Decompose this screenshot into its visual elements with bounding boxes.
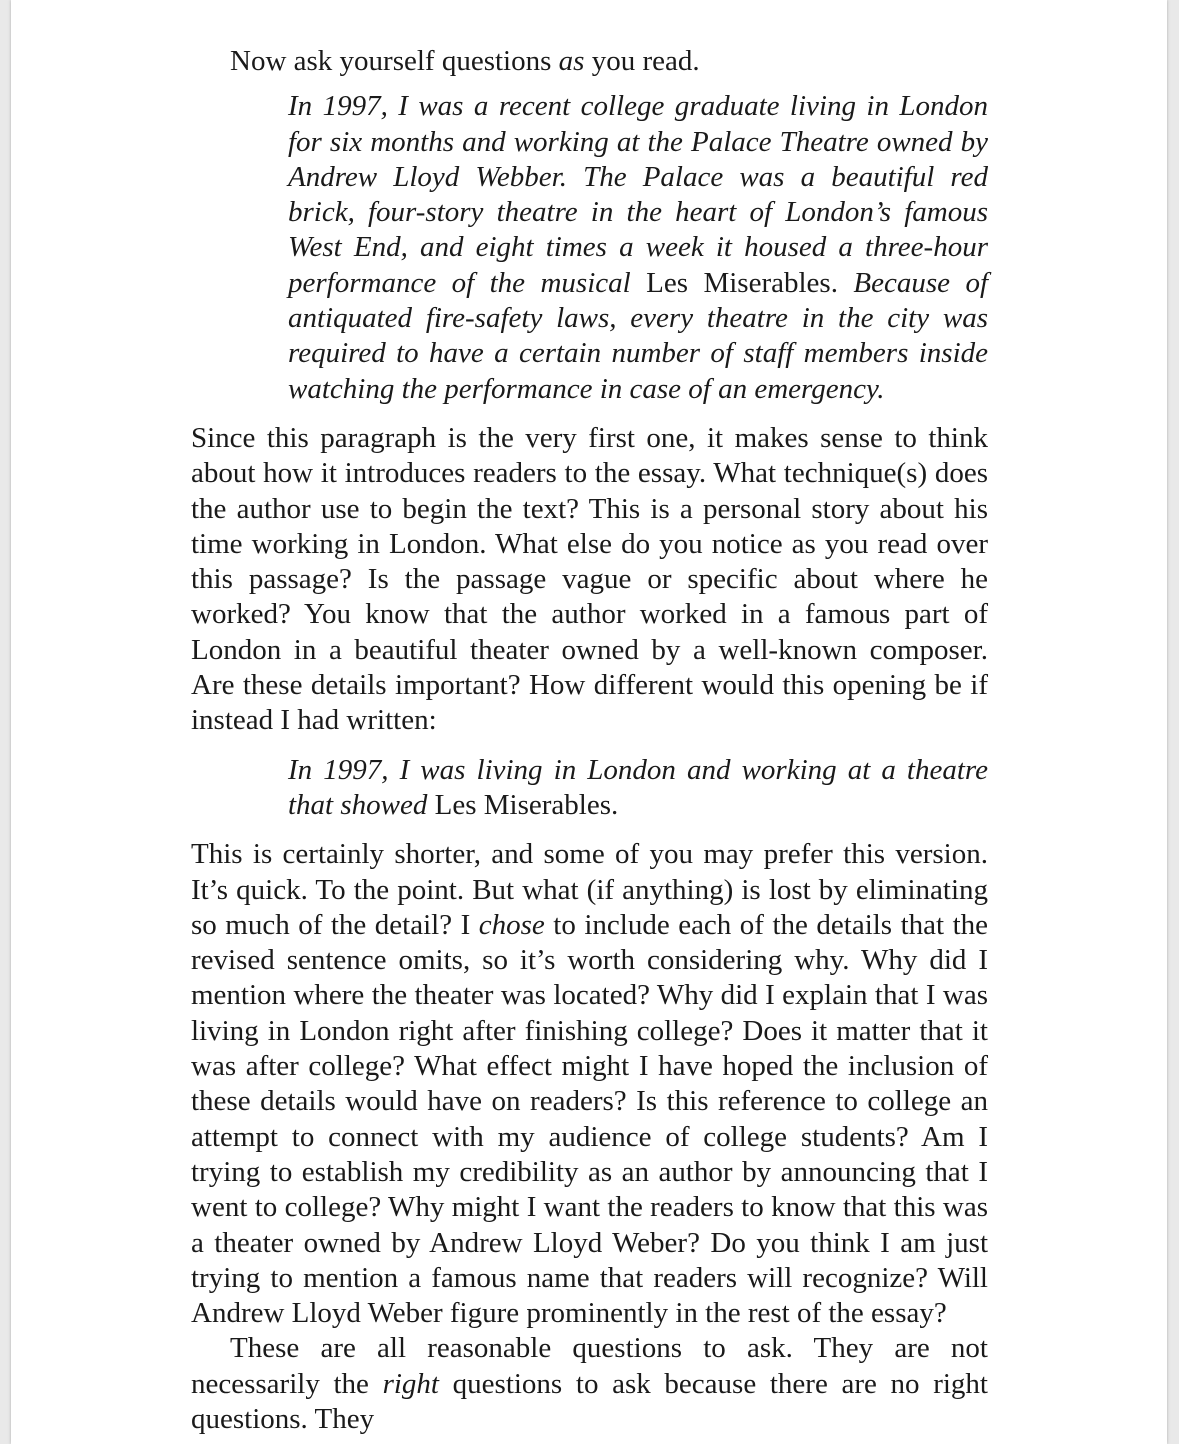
quote-title-les-miserables: Les Miserables. bbox=[630, 266, 854, 299]
paragraph-analysis: Since this paragraph is the very first one, it makes sense to think about how it introduces readers to the essay. What technique(s) does the author use to begin the text? This is a personal story about his time working in London. What else do you notice as you read over this passage? Is the passage vague or specific about where he worked? You know that the author worked in a famous part of London in a beautiful theater owned by a well-known composer. Are these details important? How different would this opening be if instead I had written: bbox=[191, 421, 988, 737]
page-body-text bbox=[191, 44, 988, 1437]
quote-text: In 1997, I was a recent college graduate living in London for six months and working at the Palace Theatre owned by Andrew Lloyd Webber. The Palace was a beautiful red brick, four-story theatre in the heart of London’s famous West End, and eight times a week it housed a three-hour performance of the musical bbox=[288, 90, 988, 299]
document-page bbox=[11, 0, 1167, 1444]
intro-text-end: you read. bbox=[584, 45, 700, 77]
paragraph-closing bbox=[191, 1331, 988, 1437]
paragraph-text-end: to include each of the details that the revised sentence omits, so it’s worth considering why. Why did I mention where the theater was located? Why did I explain that I was living in London right after finishing college? Does it matter that it was after college? What effect might I have hoped the inclusion of these details would have on readers? Is this reference to college an attempt to connect with my audience of college students? Am I trying to establish my credibility as an author by announcing that I went to college? Why might I want the readers to know that this was a theater owned by Andrew Lloyd Weber? Do you think I am just trying to mention a famous name that readers will recognize? Will Andrew Lloyd Weber figure prominently in the rest of the essay? bbox=[191, 908, 989, 1330]
paragraph-text: This is certainly shorter, and some of you may prefer this version. It’s quick. To the point. But what (if anything) is lost by eliminating so much of the detail? I bbox=[191, 838, 988, 941]
quote-text: In 1997, I was living in London and working at a theatre that showed bbox=[288, 753, 988, 821]
paragraph-text-end: questions to ask because there are no right questions. They bbox=[191, 1367, 988, 1435]
intro-emphasis: as bbox=[558, 45, 585, 77]
paragraph-emphasis: chose bbox=[478, 908, 545, 941]
intro-text: Now ask yourself questions bbox=[230, 45, 559, 77]
paragraph-text: These are all reasonable questions to ask. They are not necessarily the bbox=[191, 1332, 988, 1400]
paragraph-emphasis: right bbox=[382, 1367, 439, 1400]
block-quote-opening bbox=[288, 89, 988, 407]
intro-line bbox=[191, 44, 988, 79]
block-quote-revised bbox=[288, 753, 988, 824]
quote-text-end: Because of antiquated fire-safety laws, every theatre in the city was required to have a certain number of staff members inside watching the performance in case of an emergency. bbox=[288, 266, 988, 405]
paragraph-questions bbox=[191, 837, 988, 1331]
quote-title-les-miserables: Les Miserables. bbox=[427, 788, 619, 821]
